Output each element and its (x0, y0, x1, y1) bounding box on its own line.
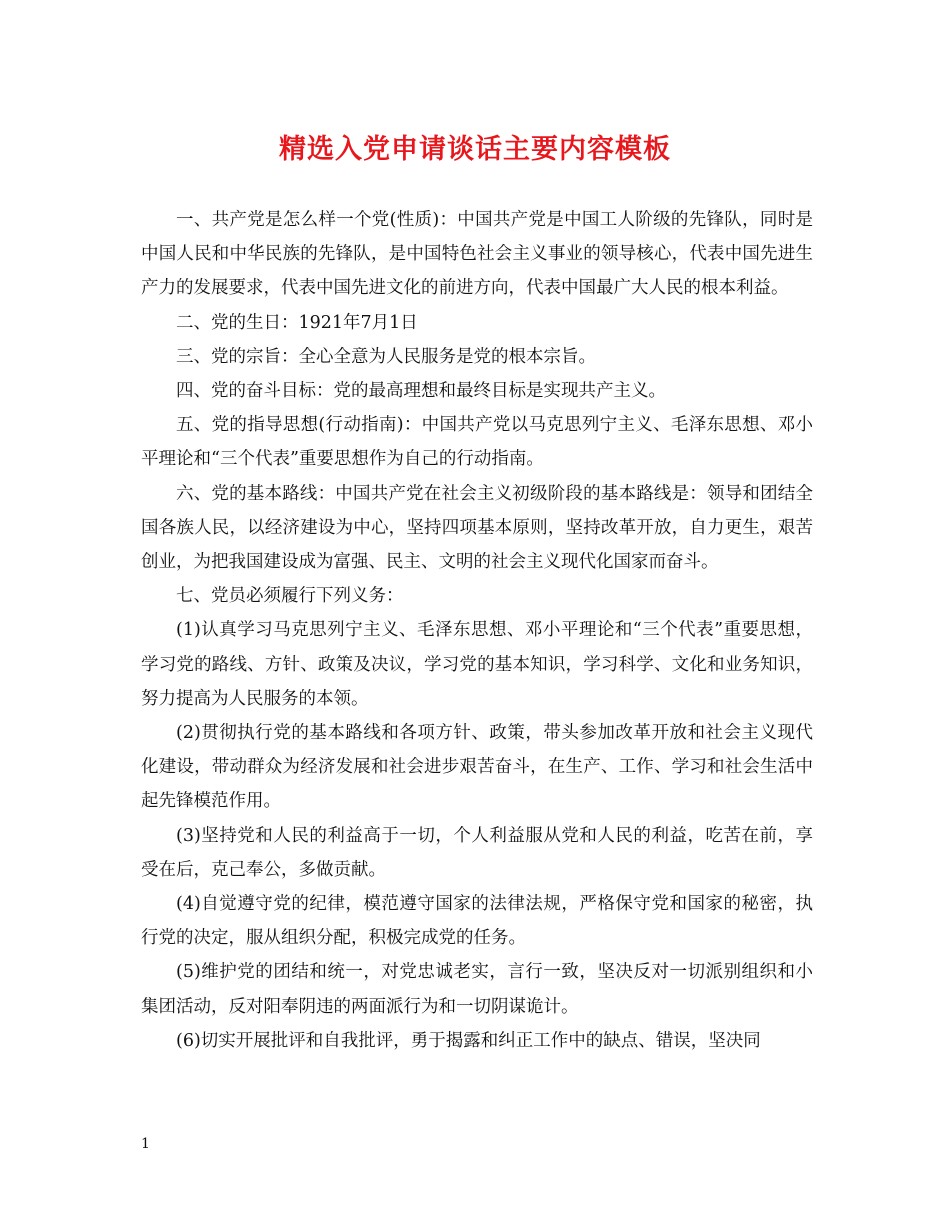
paragraph-duty-2: (2)贯彻执行党的基本路线和各项方针、政策，带头参加改革开放和社会主义现代化建设，带动群众为经济发展和社会进步艰苦奋斗，在生产、工作、学习和社会生活中起先锋模范作用。 (141, 723, 813, 812)
paragraph-party-goal: 四、党的奋斗目标：党的最高理想和最终目标是实现共产主义。 (176, 381, 666, 402)
paragraph-duty-1: (1)认真学习马克思列宁主义、毛泽东思想、邓小平理论和“三个代表”重要思想，学习党的路线、方针、政策及决议，学习党的基本知识，学习科学、文化和业务知识，努力提高为人民服务的本领。 (141, 620, 813, 709)
page-number: 1 (141, 1136, 150, 1152)
paragraph-basic-line: 六、党的基本路线：中国共产党在社会主义初级阶段的基本路线是：领导和团结全国各族人民，以经济建设为中心，坚持四项基本原则，坚持改革开放，自力更生，艰苦创业，为把我国建设成为富强、民主、文明的社会主义现代化国家而奋斗。 (141, 483, 813, 573)
paragraph-party-nature: 一、共产党是怎么样一个党(性质)：中国共产党是中国工人阶级的先锋队，同时是中国人民和中华民族的先锋队，是中国特色社会主义事业的领导核心，代表中国先进生产力的发展要求，代表中国先进文化的前进方向，代表中国最广大人民的根本利益。 (141, 210, 813, 299)
document-body (141, 203, 813, 1058)
paragraph-party-purpose: 三、党的宗旨：全心全意为人民服务是党的根本宗旨。 (176, 346, 596, 367)
paragraph-guiding-thought: 五、党的指导思想(行动指南)：中国共产党以马克思列宁主义、毛泽东思想、邓小平理论和“三个代表”重要思想作为自己的行动指南。 (141, 415, 813, 470)
paragraph-duty-5: (5)维护党的团结和统一，对党忠诚老实，言行一致，坚决反对一切派别组织和小集团活动，反对阳奉阴违的两面派行为和一切阴谋诡计。 (141, 962, 813, 1017)
paragraph-party-birthday: 二、党的生日：1921年7月1日 (176, 312, 418, 333)
paragraph-duty-4: (4)自觉遵守党的纪律，模范遵守国家的法律法规，严格保守党和国家的秘密，执行党的决定，服从组织分配，积极完成党的任务。 (141, 894, 813, 949)
paragraph-duty-6: (6)切实开展批评和自我批评，勇于揭露和纠正工作中的缺点、错误，坚决同 (176, 1030, 761, 1051)
paragraph-member-duties-heading: 七、党员必须履行下列义务： (176, 586, 404, 607)
paragraph-duty-3: (3)坚持党和人民的利益高于一切，个人利益服从党和人民的利益，吃苦在前，享受在后，克己奉公，多做贡献。 (141, 825, 813, 880)
document-title: 精选入党申请谈话主要内容模板 (279, 134, 671, 165)
